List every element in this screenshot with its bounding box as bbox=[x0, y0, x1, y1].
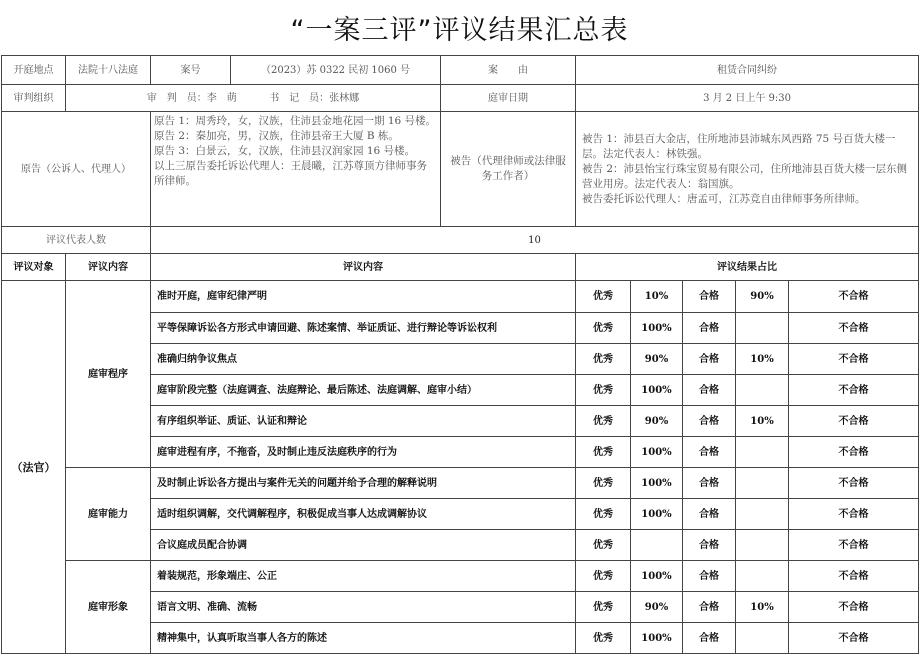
qualified-ratio bbox=[736, 623, 789, 654]
grade-label-excellent: 优秀 bbox=[576, 561, 631, 592]
cause-value: 租赁合同纠纷 bbox=[576, 56, 919, 85]
criterion-text: 庭审进程有序，不拖沓，及时制止违反法庭秩序的行为 bbox=[151, 437, 576, 468]
excellent-ratio: 10% bbox=[631, 281, 683, 313]
court-place-label: 开庭地点 bbox=[2, 56, 66, 85]
grade-label-qualified: 合格 bbox=[683, 375, 736, 406]
header-result: 评议结果占比 bbox=[576, 254, 919, 281]
cause-label: 案 由 bbox=[441, 56, 576, 85]
hearing-date-label: 庭审日期 bbox=[441, 85, 576, 112]
grade-label-excellent: 优秀 bbox=[576, 468, 631, 499]
panel-members bbox=[66, 85, 441, 112]
grade-label-unqualified: 不合格 bbox=[789, 530, 919, 561]
grade-label-unqualified: 不合格 bbox=[789, 592, 919, 623]
grade-label-qualified: 合格 bbox=[683, 623, 736, 654]
grade-label-unqualified: 不合格 bbox=[789, 375, 919, 406]
qualified-ratio bbox=[736, 499, 789, 530]
grade-label-qualified: 合格 bbox=[683, 561, 736, 592]
excellent-ratio: 90% bbox=[631, 592, 683, 623]
table-row bbox=[2, 468, 919, 499]
plaintiff-line: 原告 2：秦加亮，男，汉族，住沛县帝王大厦 B 栋。 bbox=[154, 130, 399, 142]
criterion-text: 准确归纳争议焦点 bbox=[151, 344, 576, 375]
criterion-text: 准时开庭，庭审纪律严明 bbox=[151, 281, 576, 313]
grade-label-qualified: 合格 bbox=[683, 592, 736, 623]
rep-count-label: 评议代表人数 bbox=[2, 227, 151, 254]
grade-label-unqualified: 不合格 bbox=[789, 437, 919, 468]
panel-label: 审判组织 bbox=[2, 85, 66, 112]
judge-name: 审 判 员：李 萌 bbox=[146, 92, 237, 104]
grade-label-excellent: 优秀 bbox=[576, 313, 631, 344]
info-row-1 bbox=[2, 56, 919, 85]
grade-label-qualified: 合格 bbox=[683, 499, 736, 530]
table-row bbox=[2, 561, 919, 592]
page-title: “一案三评”评议结果汇总表 bbox=[290, 15, 629, 46]
qualified-ratio bbox=[736, 313, 789, 344]
case-no-label: 案号 bbox=[151, 56, 231, 85]
qualified-ratio bbox=[736, 468, 789, 499]
grade-label-excellent: 优秀 bbox=[576, 281, 631, 313]
grade-label-unqualified: 不合格 bbox=[789, 313, 919, 344]
qualified-ratio: 10% bbox=[736, 406, 789, 437]
excellent-ratio bbox=[631, 530, 683, 561]
category-cell: 庭审能力 bbox=[66, 468, 151, 561]
grade-label-excellent: 优秀 bbox=[576, 623, 631, 654]
criterion-text: 适时组织调解，交代调解程序，积极促成当事人达成调解协议 bbox=[151, 499, 576, 530]
plaintiff-line: 原告 3：白景云，女，汉族，住沛县汉润家园 16 号楼。 bbox=[154, 145, 416, 157]
plaintiff-line: 原告 1：周秀玲，女，汉族，住沛县金地花园一期 16 号楼。 bbox=[154, 115, 437, 127]
court-place-value: 法院十八法庭 bbox=[66, 56, 151, 85]
qualified-ratio bbox=[736, 437, 789, 468]
header-target: 评议对象 bbox=[2, 254, 66, 281]
grade-label-unqualified: 不合格 bbox=[789, 468, 919, 499]
rep-count-value: 10 bbox=[151, 227, 919, 254]
qualified-ratio: 10% bbox=[736, 344, 789, 375]
header-content-category: 评议内容 bbox=[66, 254, 151, 281]
criterion-text: 及时制止诉讼各方提出与案件无关的问题并给予合理的解释说明 bbox=[151, 468, 576, 499]
table-header-row bbox=[2, 254, 919, 281]
defendant-line: 被告 2：沛县怡宝行珠宝贸易有限公司，住所地沛县百货大楼一层东侧营业用房。法定代表人：翁国旗。 bbox=[582, 162, 908, 190]
grade-label-excellent: 优秀 bbox=[576, 499, 631, 530]
grade-label-excellent: 优秀 bbox=[576, 530, 631, 561]
grade-label-qualified: 合格 bbox=[683, 313, 736, 344]
excellent-ratio: 100% bbox=[631, 437, 683, 468]
defendant-details bbox=[576, 112, 919, 227]
table-row bbox=[2, 281, 919, 313]
grade-label-qualified: 合格 bbox=[683, 344, 736, 375]
criterion-text: 合议庭成员配合协调 bbox=[151, 530, 576, 561]
plaintiff-details bbox=[151, 112, 441, 227]
plaintiff-label: 原告（公诉人、代理人） bbox=[2, 112, 151, 227]
grade-label-unqualified: 不合格 bbox=[789, 499, 919, 530]
qualified-ratio bbox=[736, 530, 789, 561]
qualified-ratio: 90% bbox=[736, 281, 789, 313]
defendant-line: 被告 1：沛县百大金店，住所地沛县沛城东风西路 75 号百货大楼一层。法定代表人：林铁强。 bbox=[582, 132, 896, 160]
criterion-text: 语言文明、准确、流畅 bbox=[151, 592, 576, 623]
excellent-ratio: 100% bbox=[631, 561, 683, 592]
excellent-ratio: 100% bbox=[631, 468, 683, 499]
excellent-ratio: 100% bbox=[631, 375, 683, 406]
defendant-label: 被告（代理律师或法律服务工作者） bbox=[441, 112, 576, 227]
criterion-text: 着装规范，形象端庄、公正 bbox=[151, 561, 576, 592]
grade-label-unqualified: 不合格 bbox=[789, 623, 919, 654]
excellent-ratio: 100% bbox=[631, 313, 683, 344]
grade-label-unqualified: 不合格 bbox=[789, 406, 919, 437]
grade-label-qualified: 合格 bbox=[683, 530, 736, 561]
grade-label-qualified: 合格 bbox=[683, 468, 736, 499]
grade-label-unqualified: 不合格 bbox=[789, 344, 919, 375]
grade-label-qualified: 合格 bbox=[683, 281, 736, 313]
grade-label-excellent: 优秀 bbox=[576, 437, 631, 468]
qualified-ratio bbox=[736, 561, 789, 592]
clerk-name: 书 记 员：张林娜 bbox=[269, 92, 360, 104]
excellent-ratio: 100% bbox=[631, 499, 683, 530]
excellent-ratio: 100% bbox=[631, 623, 683, 654]
criterion-text: 庭审阶段完整（法庭调查、法庭辩论、最后陈述、法庭调解、庭审小结） bbox=[151, 375, 576, 406]
grade-label-excellent: 优秀 bbox=[576, 592, 631, 623]
evaluation-target: （法官） bbox=[2, 281, 66, 654]
grade-label-excellent: 优秀 bbox=[576, 375, 631, 406]
defendant-line: 被告委托诉讼代理人：唐孟可，江苏竞自由律师事务所律师。 bbox=[582, 192, 866, 205]
grade-label-qualified: 合格 bbox=[683, 437, 736, 468]
excellent-ratio: 90% bbox=[631, 344, 683, 375]
category-cell: 庭审形象 bbox=[66, 561, 151, 654]
rep-count-row bbox=[2, 227, 919, 254]
grade-label-qualified: 合格 bbox=[683, 406, 736, 437]
info-row-2 bbox=[2, 85, 919, 112]
excellent-ratio: 90% bbox=[631, 406, 683, 437]
qualified-ratio: 10% bbox=[736, 592, 789, 623]
summary-table bbox=[1, 55, 919, 654]
qualified-ratio bbox=[736, 375, 789, 406]
grade-label-unqualified: 不合格 bbox=[789, 561, 919, 592]
header-content: 评议内容 bbox=[151, 254, 576, 281]
parties-row bbox=[2, 112, 919, 227]
plaintiff-line: 以上三原告委托诉讼代理人：王晨曦，江苏尊顶方律师事务所律师。 bbox=[154, 160, 427, 187]
criterion-text: 精神集中，认真听取当事人各方的陈述 bbox=[151, 623, 576, 654]
criterion-text: 有序组织举证、质证、认证和辩论 bbox=[151, 406, 576, 437]
grade-label-excellent: 优秀 bbox=[576, 344, 631, 375]
grade-label-excellent: 优秀 bbox=[576, 406, 631, 437]
category-cell: 庭审程序 bbox=[66, 281, 151, 468]
grade-label-unqualified: 不合格 bbox=[789, 281, 919, 313]
criterion-text: 平等保障诉讼各方形式申请回避、陈述案情、举证质证、进行辩论等诉讼权利 bbox=[151, 313, 576, 344]
case-no-value: （2023）苏 0322 民初 1060 号 bbox=[231, 56, 441, 85]
hearing-date-value: 3 月 2 日上午 9:30 bbox=[576, 85, 919, 112]
